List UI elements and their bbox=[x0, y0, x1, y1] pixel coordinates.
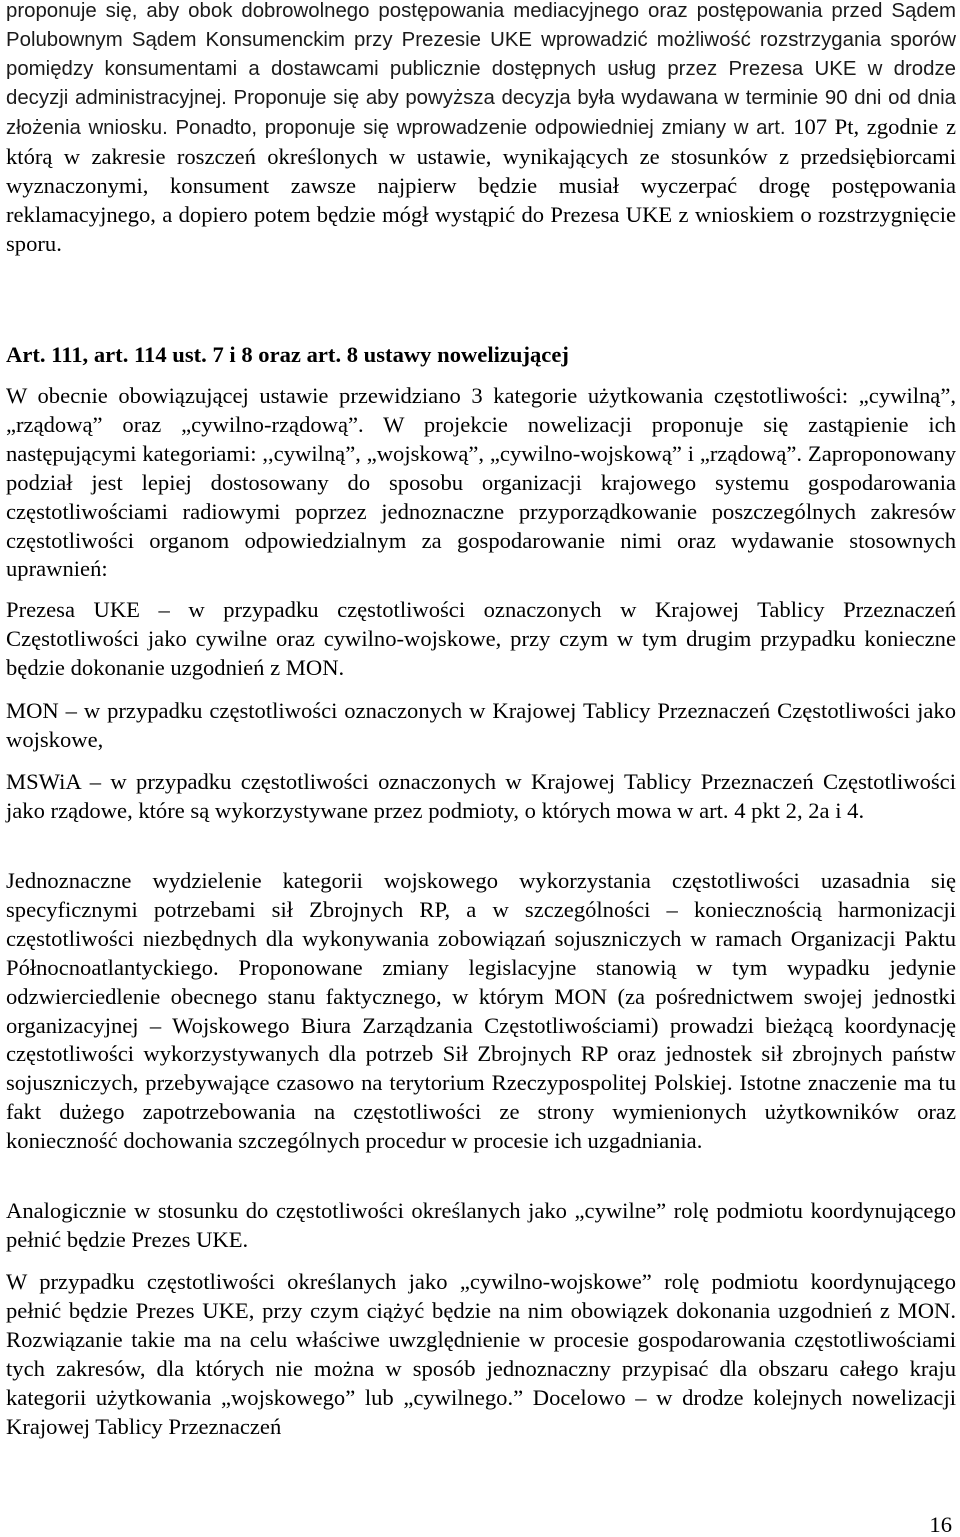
paragraph-civil-military: W przypadku częstotliwości określanych jako „cywilno-wojskowe” rolę podmiotu koordynującego pełnić będzie Prezes UKE, przy czym ciążyć będzie na nim obowiązek dokonania uzgodnień z MON. Rozwiązanie takie ma na celu właściwe uwzględnienie w procesie gospodarowania częstotliwościami tych zakresów, dla których nie można w sposób jednoznaczny przypisać dla obszaru całego kraju kategorii użytkowania „wojskowego” lub „cywilnego.” Docelowo – w drodze kolejnych nowelizacji Krajowej Tablicy Przeznaczeń bbox=[6, 1269, 956, 1439]
paragraph-civil: Analogicznie w stosunku do częstotliwości określanych jako „cywilne” rolę podmiotu koordynującego pełnić będzie Prezes UKE. bbox=[6, 1198, 956, 1252]
paragraph-military-category: Jednoznaczne wydzielenie kategorii wojskowego wykorzystania częstotliwości uzasadnia się specyficznymi potrzebami sił Zbrojnych RP, a w szczególności – koniecznością harmonizacji częstotliwości niezbędnych dla wykonywania zobowiązań sojuszniczych w ramach Organizacji Paktu Północnoatlantyckiego. Proponowane zmiany legislacyjne stanowią w tym wypadku jedynie odzwierciedlenie obecnego stanu faktycznego, w którym MON (za pośrednictwem swojej jednostki organizacyjnej – Wojskowego Biura Zarządzania Częstotliwościami) prowadzi bieżącą koordynację częstotliwości wykorzystywanych dla potrzeb Sił Zbrojnych RP oraz jednostek sił zbrojnych państw sojuszniczych, przebywające czasowo na terytorium Rzeczypospolitej Polskiej. Istotne znaczenie ma tu fakt dużego zapotrzebowania na częstotliwości ze strony wymienionych użytkowników oraz konieczność dochowania szczególnych procedur w procesie ich uzgadniania. bbox=[6, 868, 956, 1154]
paragraph-serif-segment: 107 Pt, zgodnie z którą w zakresie roszczeń określonych w ustawie, wynikających ze stosunków z przedsiębiorcami wyznaczonymi, konsument zawsze najpierw będzie musiał wyczerpać drogę postępowania reklamacyjnego, a dopiero potem będzie mógł wystąpić do Prezesa UKE z wnioskiem o rozstrzygnięcie sporu. bbox=[6, 114, 956, 256]
paragraph-frequency-categories: W obecnie obowiązującej ustawie przewidziano 3 kategorie użytkowania częstotliwości: „cywilną”, „rządową” oraz „cywilno-rządową”. W projekcie nowelizacji proponuje się zastąpienie ich następującymi kategoriami: ,,cywilną”, „wojskową”, „cywilno-wojskową” i „rządową”. Zaproponowany podział jest lepiej dostosowany do sposobu organizacji krajowego systemu gospodarowania częstotliwościami radiowymi poprzez jednoznaczne przyporządkowanie poszczególnych zakresów częstotliwości organom odpowiedzialnym za gospodarowanie nimi oraz wydawanie stosownych uprawnień: bbox=[6, 383, 956, 582]
paragraph-prezes-uke: Prezesa UKE – w przypadku częstotliwości oznaczonych w Krajowej Tablicy Przeznaczeń Częstotliwości jako cywilne oraz cywilno-wojskowe, przy czym w tym drugim przypadku konieczne będzie dokonanie uzgodnień z MON. bbox=[6, 597, 956, 680]
page-number: 16 bbox=[929, 1512, 952, 1537]
paragraph-mon: MON – w przypadku częstotliwości oznaczonych w Krajowej Tablicy Przeznaczeń Częstotliwości jako wojskowe, bbox=[6, 698, 956, 752]
paragraph-consumer-disputes bbox=[6, 0, 956, 259]
paragraph-sans-segment: proponuje się, aby obok dobrowolnego postępowania mediacyjnego oraz postępowania przed Sądem Polubownym Sądem Konsumenckim przy Prezesie UKE wprowadzić możliwość rozstrzygania sporów pomiędzy konsumentami a dostawcami publicznie dostępnych usług przez Prezesa UKE w drodze decyzji administracyjnej. Proponuje się aby powyższa decyzja była wydawana w terminie 90 dni od dnia złożenia wniosku. Ponadto, proponuje się wprowadzenie odpowiedniej zmiany w art. bbox=[6, 0, 956, 139]
section-heading: Art. 111, art. 114 ust. 7 i 8 oraz art. 8 ustawy nowelizującej bbox=[6, 342, 569, 367]
paragraph-mswia: MSWiA – w przypadku częstotliwości oznaczonych w Krajowej Tablicy Przeznaczeń Częstotliwości jako rządowe, które są wykorzystywane przez podmioty, o których mowa w art. 4 pkt 2, 2a i 4. bbox=[6, 769, 956, 823]
